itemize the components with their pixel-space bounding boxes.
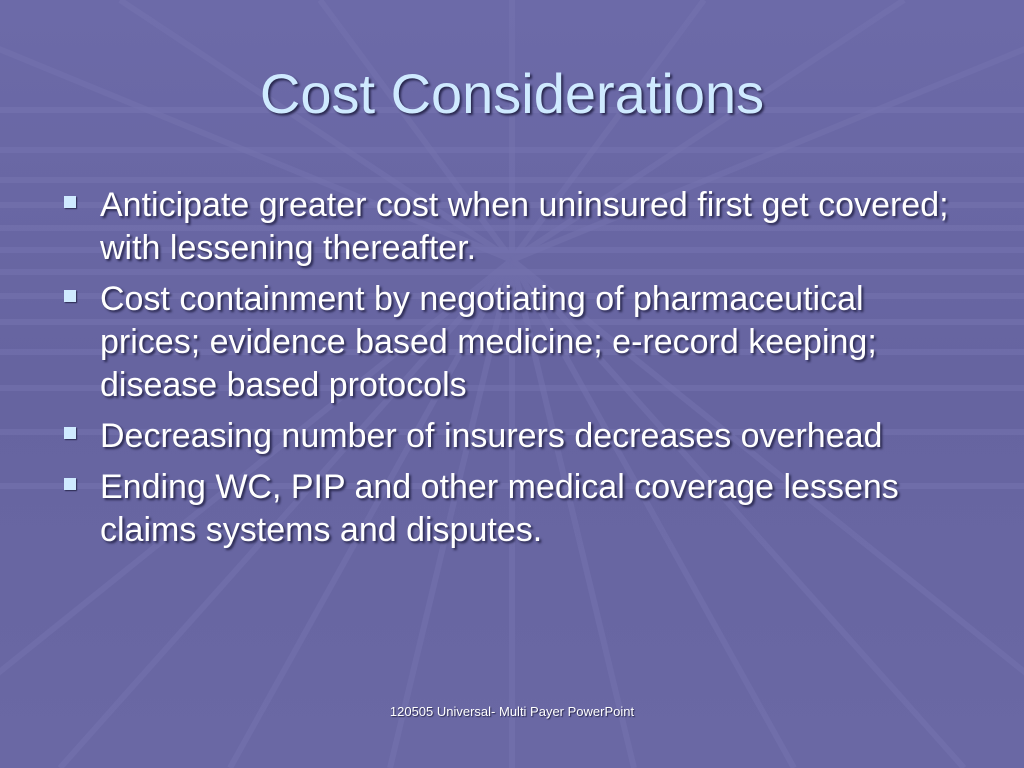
bullet-text: Decreasing number of insurers decreases overhead — [100, 417, 883, 455]
bullet-item — [62, 415, 962, 458]
bullet-item — [62, 278, 962, 407]
bullet-text: Ending WC, PIP and other medical coverage lessens claims systems and disputes. — [100, 468, 899, 549]
bullet-text: Anticipate greater cost when uninsured first get covered; with lessening thereafter. — [100, 186, 949, 267]
square-bullet-icon — [64, 427, 76, 439]
slide-footer: 120505 Universal- Multi Payer PowerPoint — [389, 704, 635, 719]
bullet-item — [62, 184, 962, 270]
square-bullet-icon — [64, 196, 76, 208]
bullet-list — [62, 184, 962, 560]
bullet-item — [62, 466, 962, 552]
square-bullet-icon — [64, 478, 76, 490]
bullet-text: Cost containment by negotiating of pharmaceutical prices; evidence based medicine; e-record keeping; disease based protocols — [100, 280, 877, 404]
slide-title: Cost Considerations — [259, 62, 765, 125]
square-bullet-icon — [64, 290, 76, 302]
